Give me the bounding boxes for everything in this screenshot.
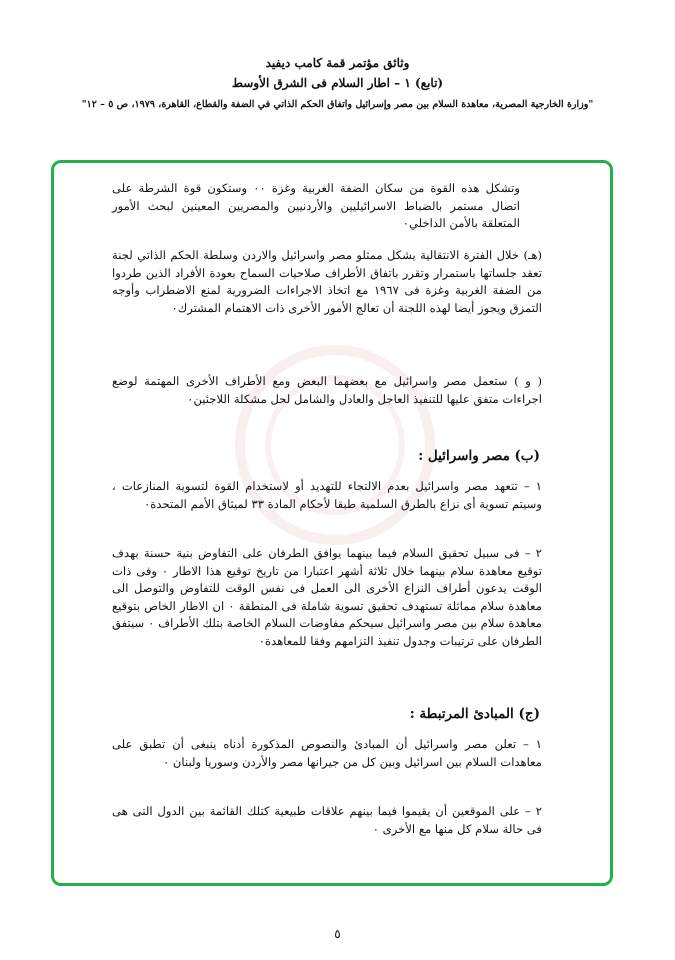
paragraph-b1: ١ – تتعهد مصر واسرائيل بعدم الالتجاء للتهديد أو لاستخدام القوة لتسوية المنازعات ، وسيتم تسوية أى نزاع بالطرق السلمية طبقا لأحكام المادة ٣٣ لميثاق الأمم المتحدة٠ [112, 479, 542, 511]
section-heading-b: (ب) مصر واسرائيل : [418, 448, 540, 464]
paragraph-clause-w: ( و ) ستعمل مصر واسرائيل مع بعضهما البعض ومع الأطراف الأخرى المهتمة لوضع اجراءات متفق عليها للتنفيذ العاجل والعادل والشامل لحل مشكلة اللاجئين٠ [112, 374, 542, 406]
paragraph-b2: ٢ – فى سبيل تحقيق السلام فيما بينهما يوافق الطرفان على التفاوض بنية حسنة بهدف توقيع معاهدة سلام بينهما خلال ثلاثة أشهر اعتبارا من تاريخ توقيع هذا الاطار ٠ وفى ذات الوقت يدعون أطراف النزاع الأخرى الى العمل فى نفس الوقت للتفاوض والتوصل الى معاهدة سلام مماثلة تستهدف تحقيق تسوية شاملة فى المنطقة ٠ ان الاطار الخاص بتوقيع معاهدة سلام بين مصر واسرائيل سيحكم مفاوضات السلام الخاصة بتلك الأطراف ٠ سيتفق الطرفان على ترتيبات وجدول تنفيذ التزامهم وفقا للمعاهدة٠ [112, 546, 542, 648]
paragraph-police-force: وتشكل هذه القوة من سكان الضفة الغربية وغزة ٠٠ وستكون قوة الشرطة على اتصال مستمر بالضباط الاسرائيليين والأردنيين والمصريين المعينين لبحث الأمور المتعلقة بالأمن الداخلي٠ [112, 181, 521, 230]
source-citation: "وزارة الخارجية المصرية، معاهدة السلام بين مصر وإسرائيل واتفاق الحكم الذاتي في الضفة والقطاع، القاهرة، ١٩٧٩، ص ٥ – ١٢" [81, 99, 594, 110]
document-title: وثائق مؤتمر قمة كامب ديفيد [265, 56, 410, 70]
paragraph-clause-h: (هـ) خلال الفترة الانتقالية يشكل ممثلو مصر واسرائيل والاردن وسلطة الحكم الذاتي لجنة تعقد جلساتها باستمرار وتقرر باتفاق الأطراف صلاحيات السماح بعودة الأفراد الذين طردوا من الضفة الغربية وغزة فى ١٩٦٧ مع اتخاذ الاجراءات الضرورية لمنع الاضطراب وأوجه التمزق ويجوز أيضا لهذه اللجنة أن تعالج الأمور الأخرى ذات الاهتمام المشترك٠ [112, 248, 543, 315]
paragraph-c2: ٢ – على الموقعين أن يقيموا فيما بينهم علاقات طبيعية كتلك القائمة بين الدول التى هى فى حالة سلام كل منها مع الأخرى ٠ [112, 804, 542, 836]
page-number: ٥ [334, 927, 341, 941]
paragraph-c1: ١ – تعلن مصر واسرائيل أن المبادئ والنصوص المذكورة أدناه ينبغى أن تطبق على معاهدات السلام بين اسرائيل وبين كل من جيرانها مصر والأردن وسوريا ولبنان ٠ [112, 737, 542, 769]
section-heading-c: (ج) المبادئ المرتبطة : [409, 706, 540, 722]
document-subtitle: (تابع) ١ – اطار السلام فى الشرق الأوسط [231, 76, 444, 90]
